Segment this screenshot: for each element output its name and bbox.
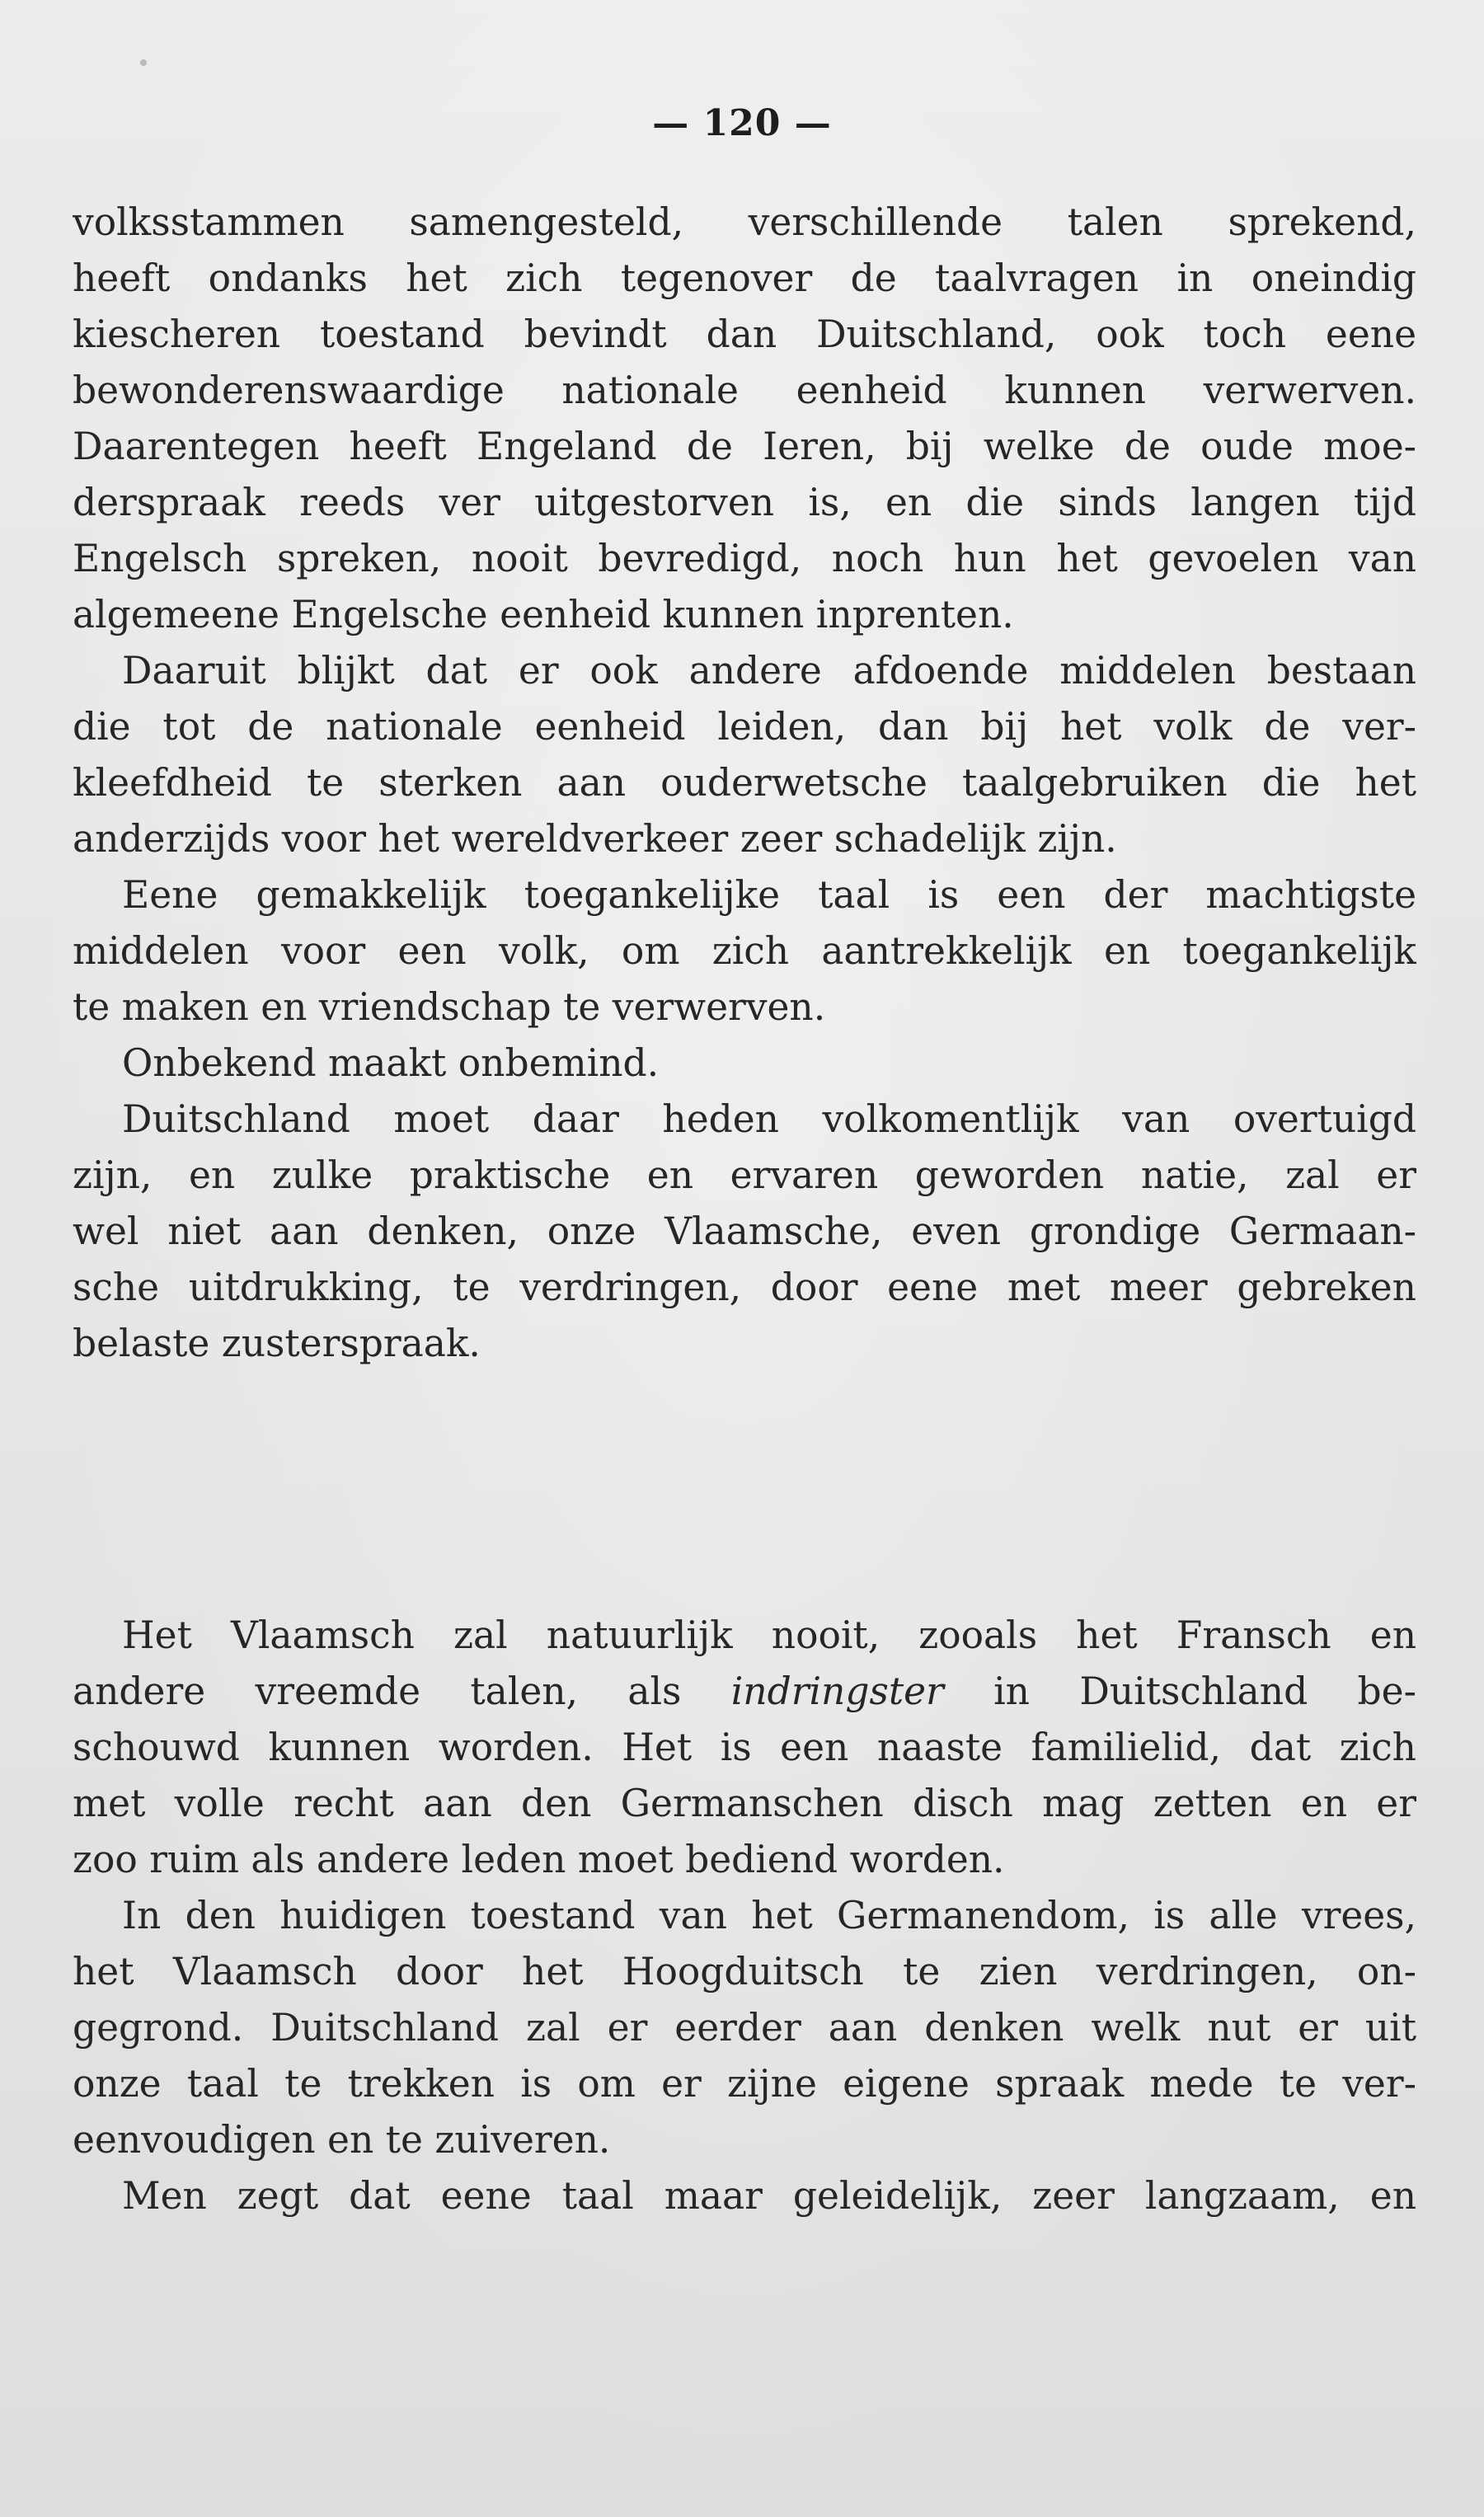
text-line: belaste zusterspraak. <box>73 1322 481 1365</box>
text-line: gegrond. Duitschland zal er eerder aan denken welk nut er uit <box>73 2006 1416 2050</box>
text-line: met volle recht aan den Germanschen disch mag zetten en er <box>73 1782 1416 1825</box>
page-number: — 120 — <box>652 102 832 144</box>
text-line: bewonderenswaardige nationale eenheid kunnen verwerven. <box>73 369 1416 412</box>
body-text-section-1 <box>73 195 1416 1372</box>
text-line: Duitschland moet daar heden volkomentlijk van overtuigd <box>122 1097 1416 1141</box>
text-line: Engelsch spreken, nooit bevredigd, noch hun het gevoelen van <box>73 537 1416 580</box>
text-line: die tot de nationale eenheid leiden, dan bij het volk de ver- <box>73 705 1416 749</box>
text-line-content: andere vreemde talen, als <box>73 1669 731 1713</box>
text-line: Onbekend maakt onbemind. <box>122 1041 660 1085</box>
text-line: middelen voor een volk, om zich aantrekkelijk en toegankelijk <box>73 929 1416 973</box>
text-line: kleefdheid te sterken aan ouderwetsche taalgebruiken die het <box>73 761 1416 805</box>
text-line-content: Het Vlaamsch zal natuurlijk nooit, zooals het Fransch en <box>122 1613 1416 1657</box>
text-line <box>73 1608 1416 1664</box>
text-line: volksstammen samengesteld, verschillende talen sprekend, <box>73 200 1416 244</box>
text-line: heeft ondanks het zich tegenover de taalvragen in oneindig <box>73 256 1416 300</box>
text-line: zijn, en zulke praktische en ervaren geworden natie, zal er <box>73 1153 1416 1197</box>
text-line: onze taal te trekken is om er zijne eigene spraak mede te ver- <box>73 2062 1416 2106</box>
body-text-section-2 <box>73 1608 1416 2224</box>
paper-speck <box>140 59 147 66</box>
text-line: het Vlaamsch door het Hoogduitsch te zien verdringen, on- <box>73 1950 1416 1993</box>
text-line: eenvoudigen en te zuiveren. <box>73 2118 611 2162</box>
text-line: anderzijds voor het wereldverkeer zeer schadelijk zijn. <box>73 817 1117 861</box>
text-line: Men zegt dat eene taal maar geleidelijk, zeer langzaam, en <box>122 2174 1416 2218</box>
text-line: wel niet aan denken, onze Vlaamsche, even grondige Germaan- <box>73 1209 1416 1253</box>
italic-word: indringster <box>730 1669 944 1713</box>
text-line: Daaruit blijkt dat er ook andere afdoende middelen bestaan <box>122 649 1416 693</box>
text-line-content: in Duitschland be- <box>943 1669 1416 1713</box>
text-line: Daarentegen heeft Engeland de Ieren, bij welke de oude moe- <box>73 425 1416 468</box>
text-line: schouwd kunnen worden. Het is een naaste familielid, dat zich <box>73 1726 1416 1769</box>
text-line: algemeene Engelsche eenheid kunnen inprenten. <box>73 593 1014 636</box>
text-line: In den huidigen toestand van het Germanendom, is alle vrees, <box>122 1894 1416 1937</box>
text-line: derspraak reeds ver uitgestorven is, en die sinds langen tijd <box>73 481 1416 524</box>
text-line: sche uitdrukking, te verdringen, door eene met meer gebreken <box>73 1266 1416 1309</box>
text-line: Eene gemakkelijk toegankelijke taal is een der machtigste <box>122 873 1416 917</box>
text-line: zoo ruim als andere leden moet bediend worden. <box>73 1838 1005 1881</box>
text-line <box>73 1664 1416 1720</box>
text-line: te maken en vriendschap te verwerven. <box>73 985 826 1029</box>
text-line: kiescheren toestand bevindt dan Duitschland, ook toch eene <box>73 312 1416 356</box>
